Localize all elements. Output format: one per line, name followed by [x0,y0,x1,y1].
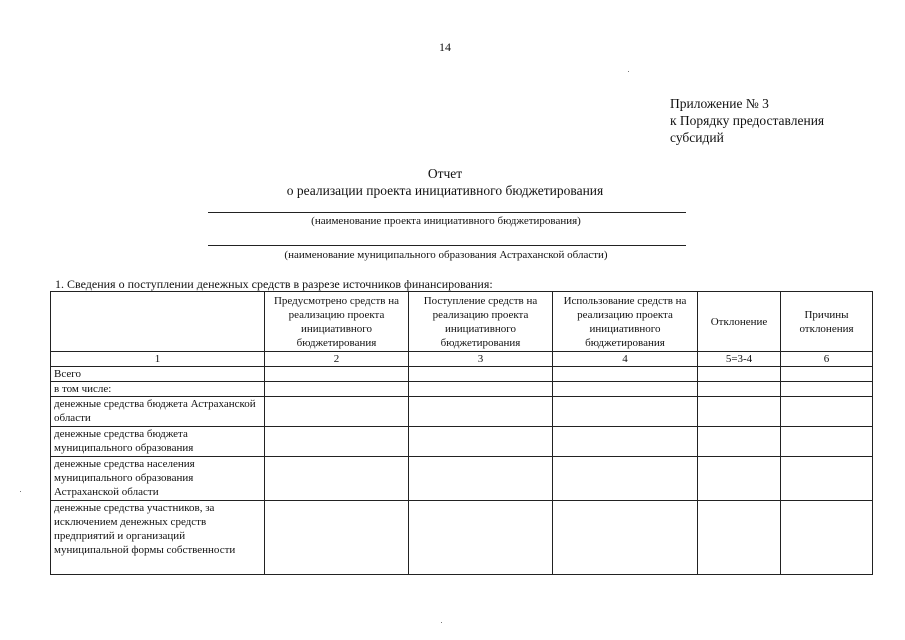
funding-table [50,291,873,575]
table-cell [409,457,553,501]
column-number: 2 [265,352,409,367]
table-row [51,427,873,457]
column-header: Отклонение [698,292,781,352]
scan-speck [20,491,21,492]
section-heading: 1. Сведения о поступлении денежных средств в разрезе источников финансирования: [55,277,493,291]
table-cell [409,382,553,397]
table-row [51,382,873,397]
table-row [51,457,873,501]
table-cell [553,367,698,382]
row-label: в том числе: [51,382,265,397]
table-cell [265,457,409,501]
table-cell [553,501,698,575]
project-name-caption: (наименование проекта инициативного бюджетирования) [311,215,581,227]
table-cell [781,501,873,575]
table-cell [409,501,553,575]
row-label: Всего [51,367,265,382]
appendix-note [670,95,824,146]
column-number: 3 [409,352,553,367]
table-cell [781,427,873,457]
project-name-line [208,212,686,213]
report-heading [0,165,890,199]
table-cell [265,382,409,397]
table-cell [553,427,698,457]
row-label: денежные средства бюджета муниципального образования [51,427,265,457]
column-number: 6 [781,352,873,367]
table-cell [698,367,781,382]
column-header: Предусмотрено средств на реализацию проекта инициативного бюджетирования [265,292,409,352]
column-header: Использование средств на реализацию проекта инициативного бюджетирования [553,292,698,352]
report-title: Отчет [427,166,463,181]
table-cell [698,397,781,427]
table-cell [698,427,781,457]
table-cell [781,457,873,501]
appendix-line-3: субсидий [670,130,724,145]
column-header [51,292,265,352]
column-header: Поступление средств на реализацию проекта инициативного бюджетирования [409,292,553,352]
row-label: денежные средства бюджета Астраханской области [51,397,265,427]
column-number: 4 [553,352,698,367]
appendix-line-1: Приложение № 3 [670,96,769,111]
table-cell [409,367,553,382]
report-subtitle: о реализации проекта инициативного бюджетирования [286,183,604,198]
table-cell [781,397,873,427]
table-cell [698,382,781,397]
row-label: денежные средства населения муниципального образования Астраханской области [51,457,265,501]
table-cell [265,427,409,457]
table-row [51,367,873,382]
page-number: 14 [439,40,451,54]
table-cell [265,501,409,575]
row-label: денежные средства участников, за исключением денежных средств предприятий и организаций муниципальной формы собственности [51,501,265,575]
table-cell [553,397,698,427]
table-header-row [51,292,873,352]
scan-speck [628,71,629,72]
table-cell [553,457,698,501]
scan-speck [441,622,442,623]
column-header: Причины отклонения [781,292,873,352]
table-cell [698,457,781,501]
table-cell [409,427,553,457]
table-cell [698,501,781,575]
table-cell [553,382,698,397]
appendix-line-2: к Порядку предоставления [670,113,825,128]
column-number: 1 [51,352,265,367]
table-cell [781,382,873,397]
table-cell [781,367,873,382]
column-number-row [51,352,873,367]
table-cell [409,397,553,427]
table-cell [265,397,409,427]
municipality-line [208,245,686,246]
table-row [51,397,873,427]
table-cell [265,367,409,382]
column-number: 5=3-4 [698,352,781,367]
table-row [51,501,873,575]
municipality-caption: (наименование муниципального образования Астраханской области) [284,249,608,261]
